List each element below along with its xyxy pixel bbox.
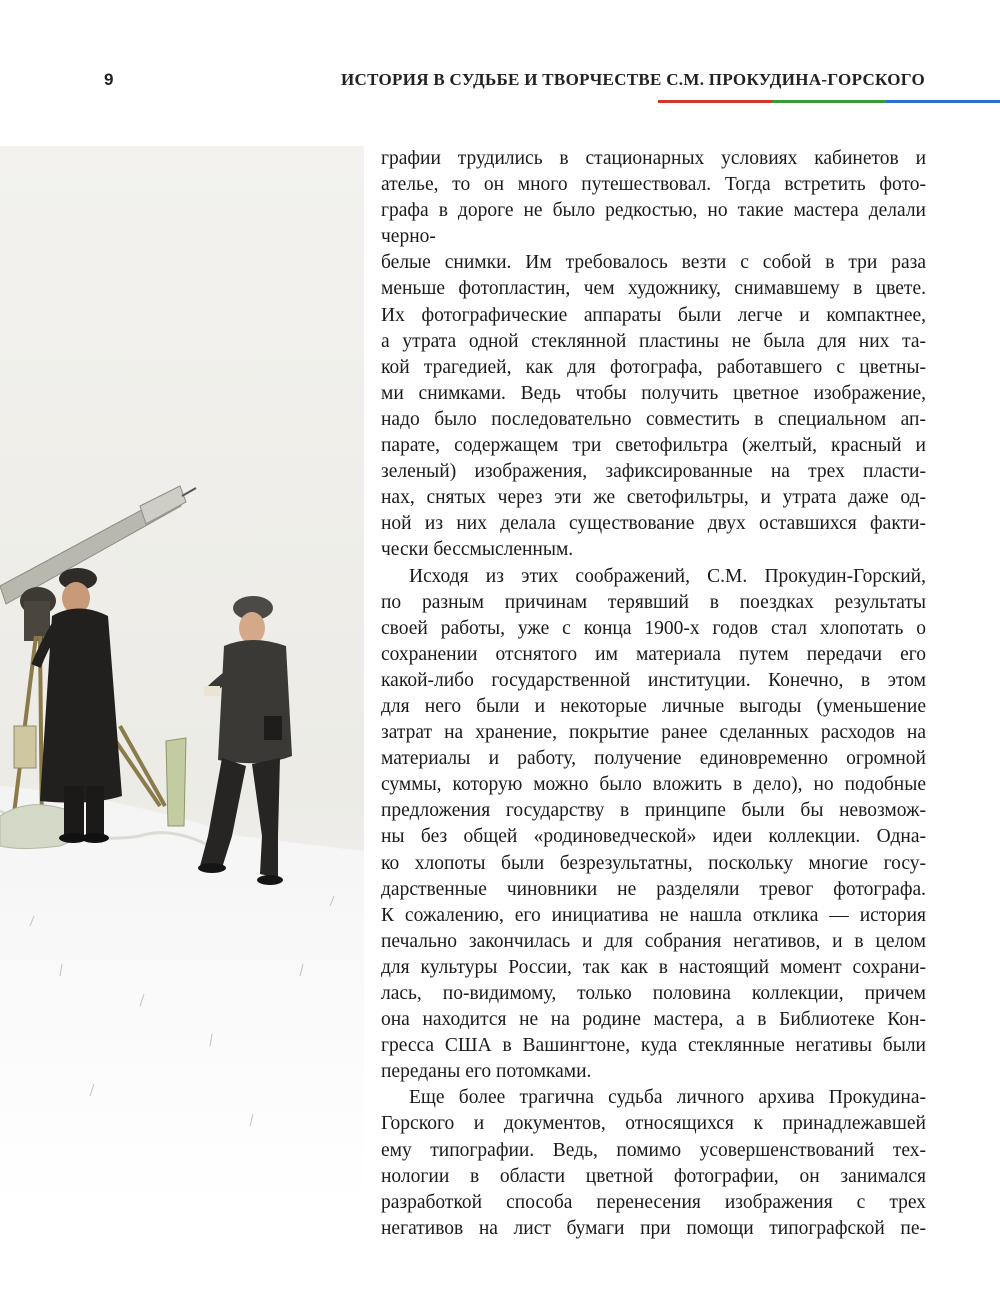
text-line: какой-либо государственной институции. Конечно, в этом bbox=[381, 669, 926, 691]
text-line: К сожалению, его инициатива не нашла отклика — история bbox=[381, 904, 926, 926]
header-color-rule bbox=[658, 100, 1000, 103]
header-rule-green bbox=[772, 100, 886, 103]
text-line: кой трагедией, как для фотографа, работавшего с цветны- bbox=[381, 356, 926, 378]
text-line: дарственные чиновники не разделяли тревог фотографа. bbox=[381, 878, 926, 900]
text-line: нологии в области цветной фотографии, он занимался bbox=[381, 1165, 926, 1187]
archival-photo bbox=[0, 146, 364, 1204]
text-line: печально закончилась и для собрания негативов, и в целом bbox=[381, 930, 926, 952]
text-line: ему типографии. Ведь, помимо усовершенствований тех- bbox=[381, 1139, 926, 1161]
text-line: гресса США в Вашингтоне, куда стеклянные негативы были bbox=[381, 1035, 926, 1057]
text-line: Горского и документов, относящихся к принадлежавшей bbox=[381, 1113, 926, 1135]
text-line: разработкой способа перенесения изображения с трех bbox=[381, 1191, 926, 1213]
photo-illustration bbox=[0, 146, 364, 1204]
text-line: ателье, то он много путешествовал. Тогда встретить фото- bbox=[381, 174, 926, 196]
text-line: суммы, которую можно было вложить в дело), но подобные bbox=[381, 774, 926, 796]
text-line: а утрата одной стеклянной пластины не была для них та- bbox=[381, 330, 926, 352]
text-line: меньше фотопластин, чем художнику, снимавшему в цвете. bbox=[381, 278, 926, 300]
paragraph bbox=[381, 1085, 926, 1242]
text-line: графа в дороге не было редкостью, но такие мастера делали bbox=[381, 200, 926, 222]
text-line: Их фотографические аппараты были легче и компактнее, bbox=[381, 304, 926, 326]
text-line: ми снимками. Ведь чтобы получить цветное изображение, bbox=[381, 382, 926, 404]
text-line: негативов на лист бумаги при помощи типографской пе- bbox=[381, 1217, 926, 1239]
text-line: зеленый) изображения, зафиксированные на трех пласти- bbox=[381, 461, 926, 483]
text-line: ко хлопоты были безрезультатны, поскольку многие госу- bbox=[381, 852, 926, 874]
text-line: материалы и работу, получение единовременно огромной bbox=[381, 748, 926, 770]
text-line: Исходя из этих соображений, С.М. Прокудин-Горский, bbox=[409, 565, 926, 587]
text-line: надо было последовательно совместить в специальном ап- bbox=[381, 408, 926, 430]
text-line: черно- bbox=[381, 226, 436, 248]
header-rule-blue bbox=[886, 100, 1000, 103]
text-line: Еще более трагична судьба личного архива Прокудина- bbox=[409, 1087, 926, 1109]
paragraph bbox=[381, 564, 926, 1086]
text-line: белые снимки. Им требовалось везти с собой в три раза bbox=[381, 252, 926, 274]
running-header: ИСТОРИЯ В СУДЬБЕ И ТВОРЧЕСТВЕ С.М. ПРОКУДИНА-ГОРСКОГО bbox=[340, 70, 925, 89]
text-line: затрат на хранение, покрытие ранее сделанных расходов на bbox=[381, 722, 926, 744]
text-line: чески бессмысленным. bbox=[381, 539, 574, 561]
paragraph bbox=[381, 146, 926, 564]
text-line: она находится не на родине мастера, а в Библиотеке Кон- bbox=[381, 1009, 926, 1031]
text-line: нах, снятых через эти же светофильтры, и утрата даже од- bbox=[381, 487, 926, 509]
text-line: предложения государству в принципе были бы невозмож- bbox=[381, 800, 926, 822]
text-line: сохранении отснятого им материала путем передачи его bbox=[381, 643, 926, 665]
text-line: для культуры России, так как в настоящий момент сохрани- bbox=[381, 956, 926, 978]
header-rule-red bbox=[658, 100, 772, 103]
text-line: парате, содержащем три светофильтра (желтый, красный и bbox=[381, 435, 926, 457]
text-line: своей работы, уже с конца 1900-х годов стал хлопотать о bbox=[381, 617, 926, 639]
text-line: переданы его потомками. bbox=[381, 1061, 592, 1083]
page-number: 9 bbox=[104, 70, 114, 89]
text-line: ны без общей «родиноведческой» идеи коллекции. Одна- bbox=[381, 826, 926, 848]
text-line: лась, по-видимому, только половина коллекции, причем bbox=[381, 983, 926, 1004]
text-line: по разным причинам терявший в поездках результаты bbox=[381, 591, 926, 613]
text-line: ной из них делала существование двух оставшихся факти- bbox=[381, 513, 926, 535]
body-text bbox=[381, 146, 926, 1242]
text-line: для него были и некоторые личные выгоды (уменьшение bbox=[381, 695, 926, 717]
text-line: графии трудились в стационарных условиях кабинетов и bbox=[381, 148, 926, 169]
